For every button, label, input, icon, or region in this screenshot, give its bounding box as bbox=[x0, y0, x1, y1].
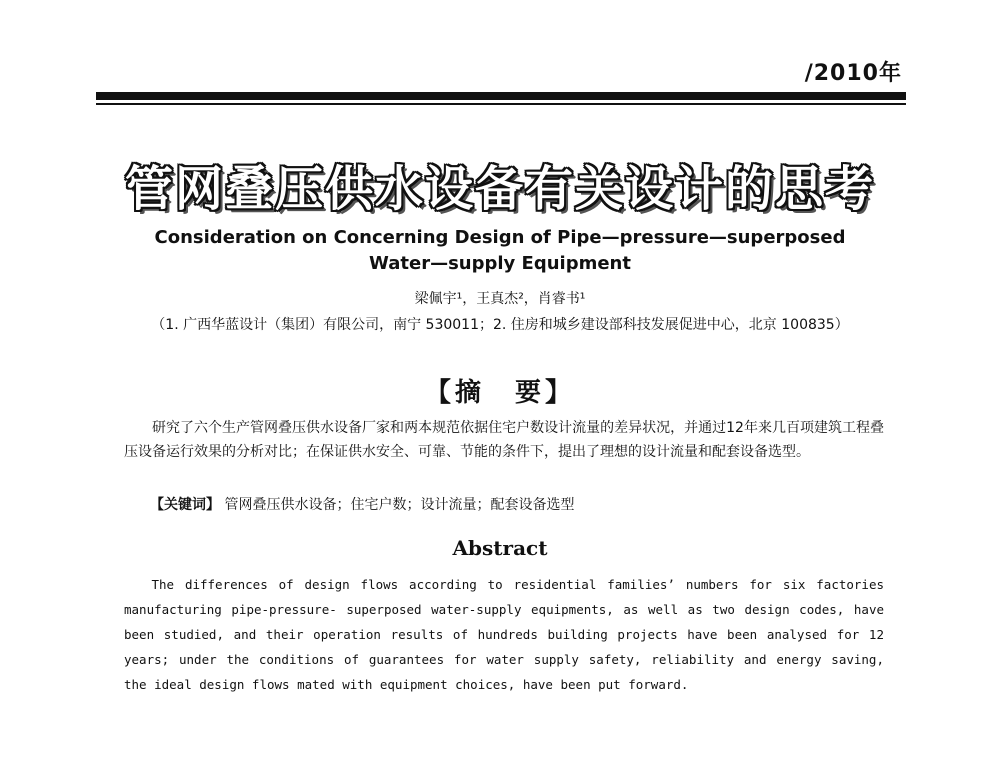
title-chinese: 管网叠压供水设备有关设计的思考 bbox=[124, 161, 875, 217]
keywords bbox=[150, 494, 574, 514]
affiliation: （1. 广西华蓝设计（集团）有限公司，南宁 530011；2. 住房和城乡建设部科技发展促进中心，北京 100835） bbox=[151, 317, 849, 333]
abstract-en-heading: Abstract bbox=[452, 536, 548, 560]
abstract-en-body: The differences of design flows according to residential families’ numbers for six factories manufacturing pipe-pressure- superposed water-supply equipments, as well as two design codes, have been studied, and their operation results of hundreds building projects have been analysed for 12 years; under the conditions of guarantees for water supply safety, reliability and energy saving, the ideal design flows mated with equipment choices, have been put forward. bbox=[124, 577, 884, 692]
keywords-text: 管网叠压供水设备；住宅户数；设计流量；配套设备选型 bbox=[224, 497, 575, 513]
authors: 梁佩宇¹，王真杰²，肖睿书¹ bbox=[414, 291, 586, 307]
title-english-line1: Consideration on Concerning Design of Pipe—pressure—superposed bbox=[154, 227, 846, 248]
header-rule-thin bbox=[96, 103, 906, 105]
keywords-label: 【关键词】 bbox=[150, 497, 220, 513]
title-english-line2: Water—supply Equipment bbox=[369, 253, 631, 274]
header-year: /2010年 bbox=[804, 61, 902, 86]
abstract-cn-body: 研究了六个生产管网叠压供水设备厂家和两本规范依据住宅户数设计流量的差异状况，并通过12年来几百项建筑工程叠压设备运行效果的分析对比；在保证供水安全、可靠、节能的条件下，提出了理想的设计流量和配套设备选型。 bbox=[124, 420, 884, 460]
header-rule bbox=[96, 92, 906, 100]
abstract-cn-heading: 【摘 要】 bbox=[424, 378, 575, 408]
title-english bbox=[0, 225, 1000, 277]
